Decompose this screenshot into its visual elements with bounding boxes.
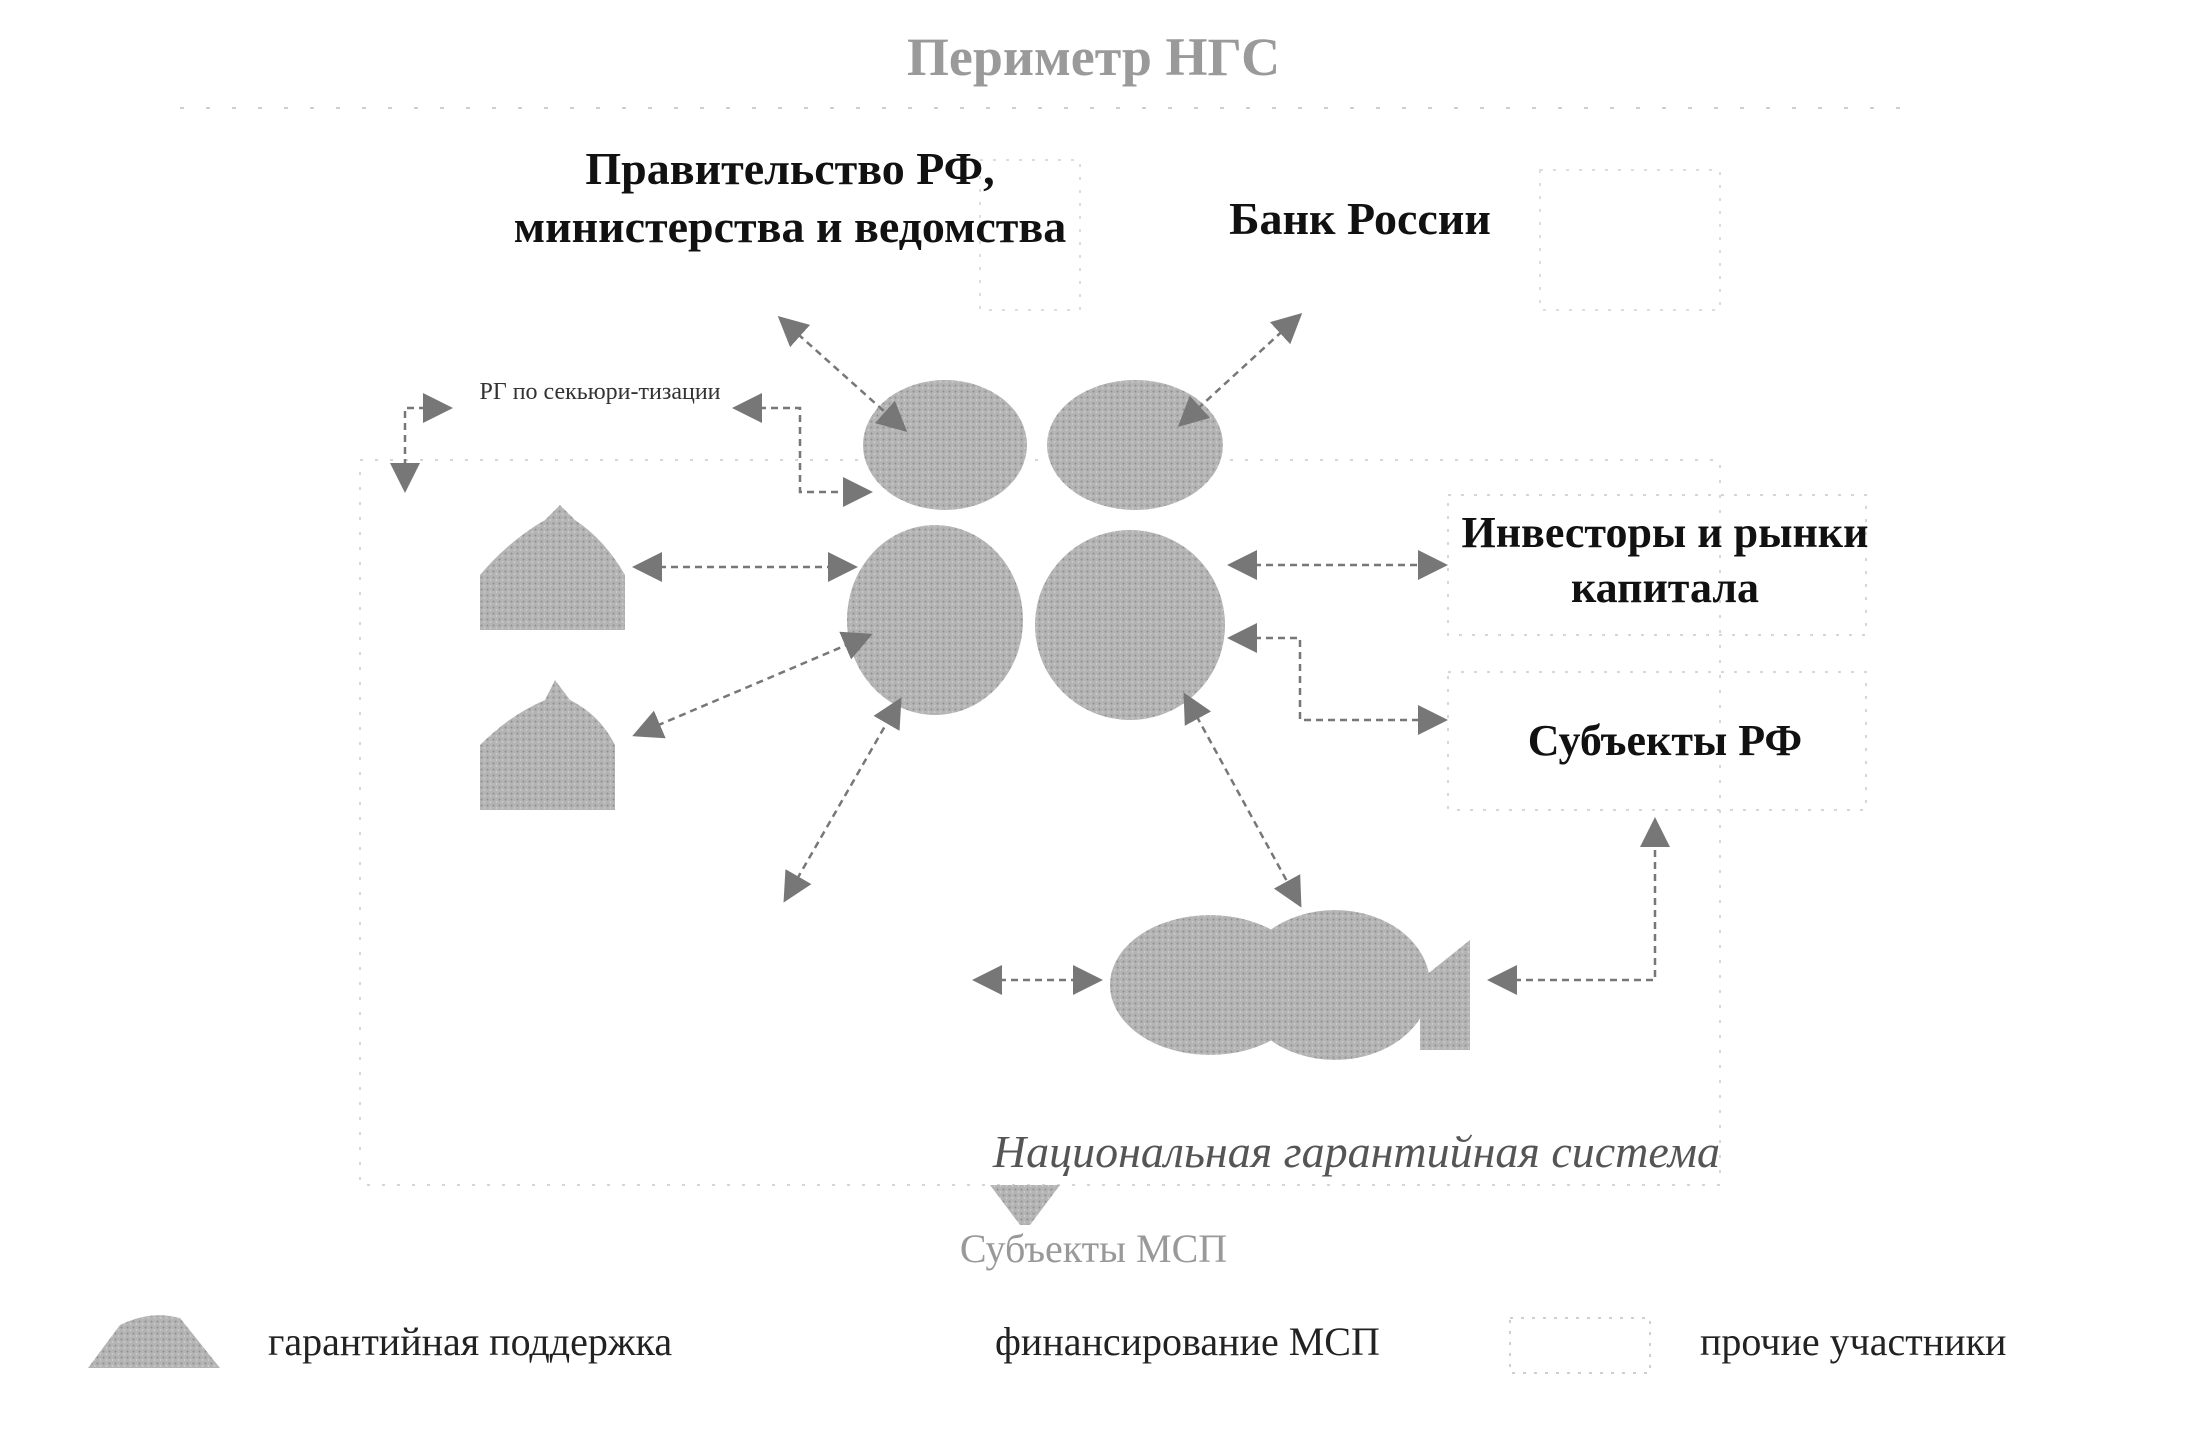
cluster-bottom-right	[1035, 530, 1225, 720]
bottom-shape-wing	[1420, 940, 1470, 1050]
legend-others-label: прочие участники	[1700, 1319, 2007, 1364]
cluster-top-left	[863, 380, 1027, 510]
arrow-central-bank	[1180, 315, 1300, 425]
legend-others-icon	[1510, 1318, 1650, 1373]
legend-guarantee-label: гарантийная поддержка	[268, 1319, 673, 1364]
legend-guarantee-icon	[88, 1315, 220, 1368]
sme-label: Субъекты МСП	[959, 1226, 1228, 1271]
legend-financing-label: финансирование МСП	[995, 1319, 1380, 1364]
arrow-down-left	[785, 700, 900, 900]
arrows	[405, 315, 1655, 980]
bottom-shape-right	[1240, 910, 1430, 1060]
page-title: Периметр НГС	[906, 27, 1281, 87]
left-guarantee-shape-upper	[480, 505, 625, 630]
arrow-bottom-regions	[1490, 820, 1655, 980]
arrow-down-right	[1185, 695, 1300, 905]
cluster-top-right	[1047, 380, 1223, 510]
arrow-rg-right	[735, 408, 870, 492]
cluster-bottom-left	[847, 525, 1023, 715]
central-guarantee-cluster	[847, 380, 1225, 720]
arrow-left-lower	[635, 635, 870, 735]
regions-label: Субъекты РФ	[1527, 716, 1803, 765]
rg-securitization-label: РГ по секьюри-тизации	[479, 379, 721, 405]
central-bank-label: Банк России	[1229, 193, 1491, 244]
bottom-guarantee-cluster	[1110, 910, 1470, 1060]
ngs-label: Национальная гарантийная система	[992, 1126, 1720, 1177]
arrow-regions	[1230, 638, 1445, 720]
investors-label: Инвесторы и рынки капитала	[1461, 508, 1869, 612]
arrow-rg-left	[405, 408, 450, 490]
government-label: Правительство РФ, министерства и ведомства	[513, 143, 1067, 252]
left-guarantee-shape-lower	[480, 680, 615, 810]
sme-guarantee-mark	[990, 1185, 1060, 1225]
